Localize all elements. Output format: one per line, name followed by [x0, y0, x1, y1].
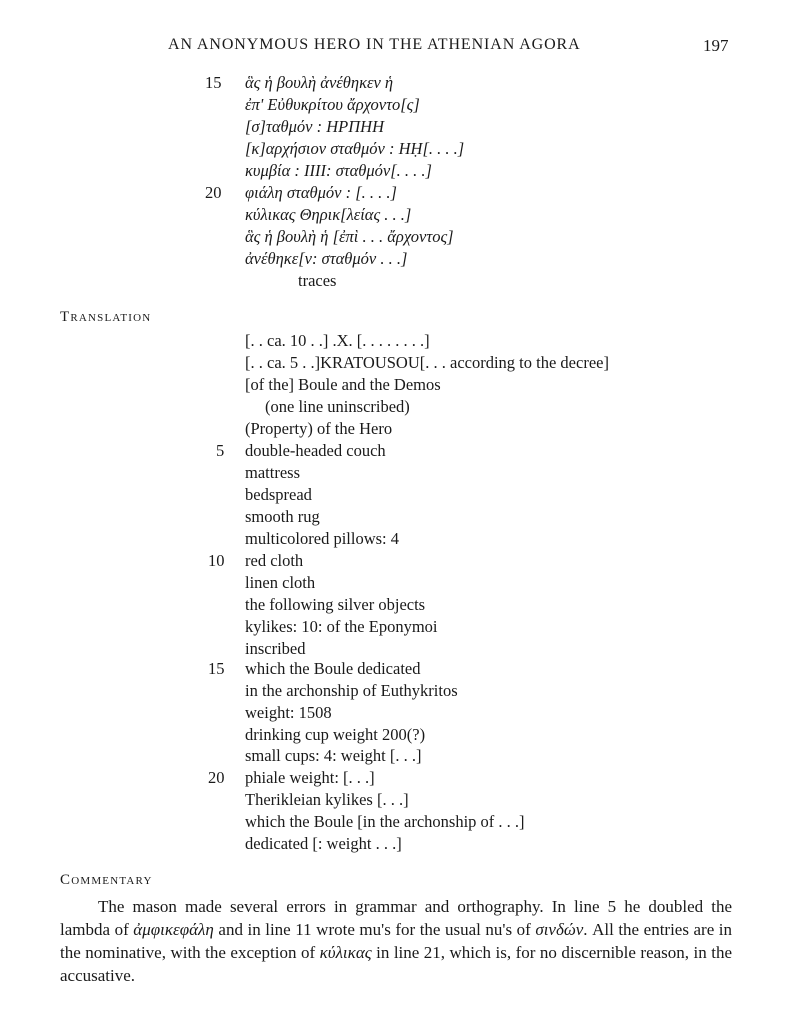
commentary-greek-word: κύλικας: [319, 943, 372, 962]
page-number: 197: [703, 36, 729, 55]
greek-line: ἐπ' Εὐθυκρίτου ἄρχοντο[ς]: [245, 95, 420, 114]
line-number: 20: [205, 183, 222, 202]
translation-line: linen cloth: [245, 573, 316, 592]
running-title: AN ANONYMOUS HERO IN THE ATHENIAN AGORA: [168, 36, 581, 53]
commentary-text: The mason made several errors in grammar and orthography. In line 5 he doubled the lambda of: [60, 897, 732, 939]
translation-line: (Property) of the Hero: [245, 419, 393, 438]
translation-line: [. . ca. 5 . .]KRATOUSOU[. . . according to the decree]: [245, 353, 609, 372]
translation-line: which the Boule dedicated: [245, 659, 421, 678]
translation-line: kylikes: 10: of the Eponymoi: [245, 617, 438, 636]
translation-heading: Translation: [60, 309, 152, 325]
greek-line: [κ]αρχήσιον σταθμόν : ΗḤ[. . . .]: [245, 139, 465, 158]
commentary-text: in line 21, which is, for no discernible reason, in the accusative.: [60, 943, 732, 985]
greek-line: κύλικας Θηρικ[λείας . . .]: [245, 205, 412, 224]
line-number: 15: [208, 659, 225, 678]
line-number: 5: [216, 441, 225, 460]
translation-line: small cups: 4: weight [. . .]: [245, 746, 422, 765]
commentary-heading: Commentary: [60, 872, 153, 888]
translation-line: bedspread: [245, 485, 312, 504]
translation-line: drinking cup weight 200(?): [245, 725, 426, 744]
line-number: 10: [208, 551, 225, 570]
commentary-text: . All the entries are in the nominative, with the exception of: [60, 920, 733, 962]
greek-line: κυμβία : IIII: σταθμόν[. . . .]: [245, 161, 432, 180]
greek-line: ἀνέθηκε[ν: σταθμόν . . .]: [245, 249, 408, 268]
translation-line: in the archonship of Euthykritos: [245, 681, 458, 700]
commentary-greek-word: σινδών: [535, 920, 584, 939]
translation-line: smooth rug: [245, 507, 320, 526]
translation-line: red cloth: [245, 551, 304, 570]
greek-line: ἃς ἡ βουλὴ ἡ [ἐπὶ . . . ἄρχοντος]: [245, 227, 454, 246]
greek-line-traces: traces: [298, 271, 337, 290]
commentary-greek-word: ἀμφικεφάλη: [133, 920, 214, 939]
commentary-text: and in line 11 wrote mu's for the usual nu's of: [213, 920, 536, 939]
translation-line: inscribed: [245, 639, 306, 658]
commentary-paragraph: [60, 895, 732, 987]
translation-line: multicolored pillows: 4: [245, 529, 399, 548]
translation-line: mattress: [245, 463, 300, 482]
greek-line: φιάλη σταθμόν : [. . . .]: [245, 183, 397, 202]
translation-line: the following silver objects: [245, 595, 426, 614]
line-number: 20: [208, 768, 225, 787]
greek-line: ἃς ἡ βουλὴ ἀνέθηκεν ἡ: [245, 73, 394, 92]
translation-line: [. . ca. 10 . .] .X. [. . . . . . . .]: [245, 331, 430, 350]
greek-line: [σ]ταθμόν : ΗΡΠΗΗ: [245, 117, 384, 136]
translation-line: (one line uninscribed): [265, 397, 410, 416]
translation-line: weight: 1508: [245, 703, 332, 722]
running-header: [0, 34, 792, 58]
line-number: 15: [205, 73, 222, 92]
translation-line: double-headed couch: [245, 441, 386, 460]
translation-line: [of the] Boule and the Demos: [245, 375, 441, 394]
translation-line: which the Boule [in the archonship of . . .]: [245, 812, 525, 831]
translation-line: Therikleian kylikes [. . .]: [245, 790, 409, 809]
translation-line: dedicated [: weight . . .]: [245, 834, 402, 853]
translation-line: phiale weight: [. . .]: [245, 768, 375, 787]
